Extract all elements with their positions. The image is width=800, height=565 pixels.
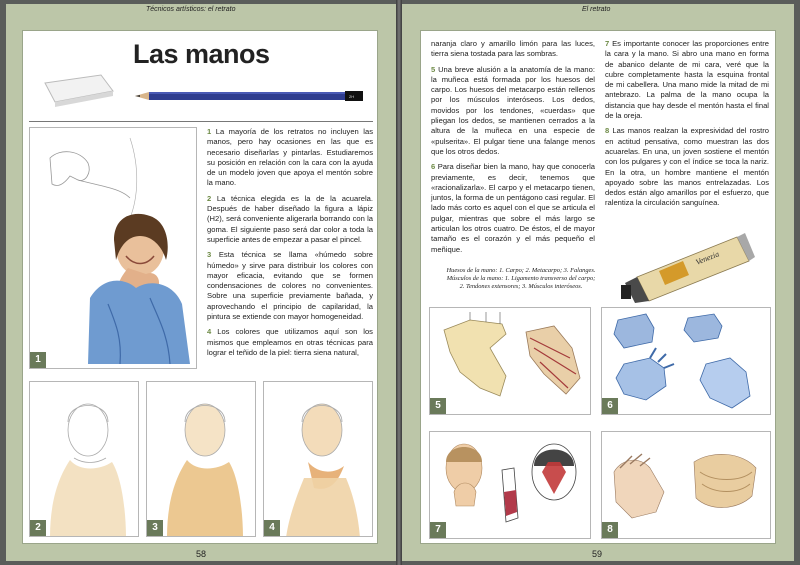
paragraph-4: 4 Los colores que utilizamos aquí son los mismos que empleamos en otras técnicas para lograr el teñido de la piel: tierra siena natural, — [207, 327, 373, 357]
hand-anatomy-illustration — [430, 308, 591, 415]
figure-2 — [29, 381, 139, 537]
left-page-frame — [22, 30, 378, 544]
svg-text:2H: 2H — [349, 94, 355, 99]
figure-1 — [29, 127, 197, 369]
figure-4 — [263, 381, 373, 537]
paragraph-1: 1 La mayoría de los retratos no incluyen las manos, pero hay ocasiones en las que es necesario diseñarlas y pintarlas. Estudiaremos su posición en relación con la cara con la ayuda de un modelo joven que apoya el mentón sobre la mano. — [207, 127, 373, 188]
hand-geometry-illustration — [602, 308, 771, 415]
figure-7 — [429, 431, 591, 539]
left-text-column — [207, 127, 373, 363]
paragraph-5: 5 Una breve alusión a la anatomía de la mano: la muñeca está formada por los huesos del carpo. Los huesos del metacarpo están rellenos por los músculos interóseos. Los dedos, movidos por los tendones, «cuerdas» que pliegan los dedos, se mantienen cerrados a la altura de la muñeca en una especie de «pulserita». El pulgar tiene una falange menos que los otros dedos. — [431, 64, 595, 156]
figure-3-label: 3 — [147, 520, 163, 536]
paragraph-6: 6 Para diseñar bien la mano, hay que conocerla previamente, es decir, tenemos que «racionalizarla». El carpo y el metacarpo tienen, juntos, la forma de un pentágono casi regular. El lado más corto es aquel con el que se articula el pulgar, mientras que sobre el más largo se articulan los otros cuatro. De éstos, el de mayor tamaño es el corazón y el más pequeño el meñique. — [431, 162, 595, 254]
sketch-step-3-illustration — [147, 382, 256, 537]
right-page-number: 59 — [592, 549, 603, 559]
right-text-column-1 — [431, 39, 595, 260]
figure-5 — [429, 307, 591, 415]
page-title: Las manos — [133, 39, 270, 69]
figure-5-label: 5 — [430, 398, 446, 414]
left-page-number: 58 — [196, 549, 207, 559]
right-running-head: El retrato — [582, 6, 611, 13]
tube-label: Venezia — [694, 249, 721, 267]
face-hand-proportions-illustration — [430, 432, 591, 539]
anatomy-caption: Huesos de la mano: 1. Carpo; 2. Metacarpo; 3. Falanges. Músculos de la mano: 1. Ligamento transverso del carpo; 2. Tendones extensores; 3. Músculos interóseos. — [446, 267, 596, 291]
figure-7-label: 7 — [430, 522, 446, 538]
right-text-column-2 — [605, 39, 769, 214]
figure-8 — [601, 431, 771, 539]
left-running-head: Técnicos artísticos: el retrato — [146, 6, 236, 13]
right-page — [402, 4, 794, 561]
left-page — [6, 4, 396, 561]
girl-watercolor-illustration — [30, 128, 197, 369]
title-divider — [29, 121, 373, 122]
paragraph-7: 7 Es importante conocer las proporciones entre la cara y la mano. Si abro una mano en forma de abanico delante de mi cara, veré que la cubre completamente hasta la esquina frontal de mi cabellera. Una mano mide la mitad de mi antebrazo. La palma de la mano ocupa la distancia que hay desde el mentón hasta el final de la oreja. — [605, 39, 769, 121]
paragraph-2: 2 La técnica elegida es la de la acuarela. Después de haber diseñado la figura a lápiz (H2), será conveniente aligerarla borrando con la goma. El siguiente paso será dar color a toda la superficie antes de empezar a pasar el pincel. — [207, 193, 373, 244]
figure-4-label: 4 — [264, 520, 280, 536]
figure-1-label: 1 — [30, 352, 46, 368]
paragraph-3: 3 Esta técnica se llama «húmedo sobre húmedo» y sirve para distribuir los colores con mayor eficacia, evitando que se formen condensaciones de colores no convenientes. Sobre una superficie previamente bañada, y aprovechando el principio de capilaridad, la pintura se extiende con mayor homogeneidad. — [207, 250, 373, 322]
eraser-illustration — [41, 69, 116, 107]
figure-6-label: 6 — [602, 398, 618, 414]
pencil-illustration — [135, 89, 365, 103]
figure-3 — [146, 381, 256, 537]
figure-6 — [601, 307, 771, 415]
paragraph-8: 8 Las manos realzan la expresividad del rostro en actitud pensativa, como muestran las dos acuarelas. En una, un joven sostiene el mentón con los pulgares y con el índice se toca la nariz. En la otra, un hombre mantiene el mentón apoyado sobre las manos entrelazadas. Los dedos están algo amarillos por el esfuerzo, que ralentiza la circulación sanguínea. — [605, 126, 769, 208]
paint-tube-illustration — [619, 231, 759, 303]
figure-2-label: 2 — [30, 520, 46, 536]
right-page-frame — [420, 30, 776, 544]
sketch-step-4-illustration — [264, 382, 373, 537]
figure-8-label: 8 — [602, 522, 618, 538]
continuation-text: naranja claro y amarillo limón para las luces, tierra siena tostada para las sombras. — [431, 39, 595, 59]
clasped-hands-illustration — [602, 432, 771, 539]
sketch-step-2-illustration — [30, 382, 139, 537]
